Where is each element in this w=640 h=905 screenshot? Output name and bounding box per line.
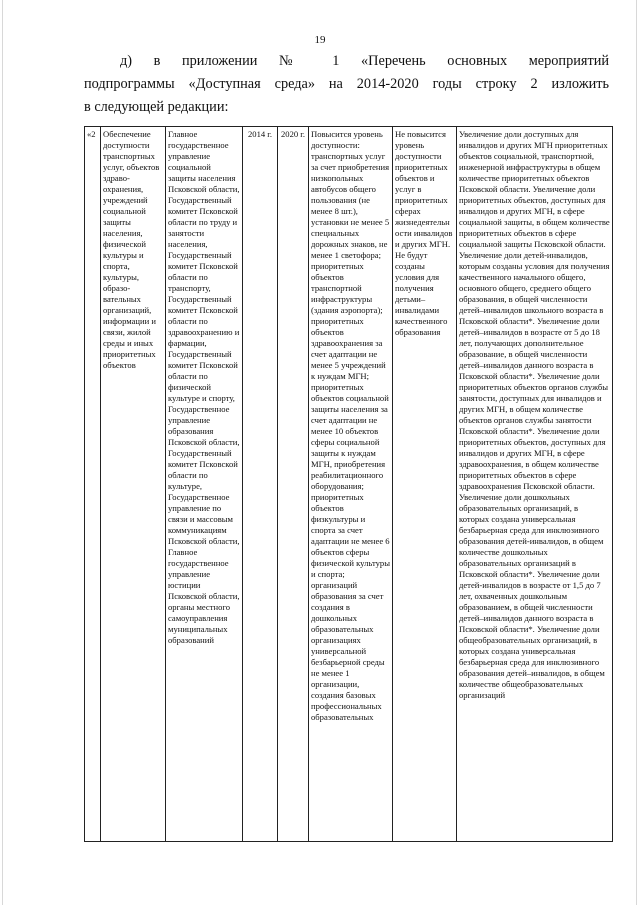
intro-line-1: д) в приложении № 1 «Перечень основных мероприятий — [120, 53, 609, 69]
intro-paragraph — [84, 50, 609, 119]
indicators-cell — [457, 127, 613, 842]
start-year: 2014 г. — [247, 129, 273, 139]
intro-line-2: подпрограммы «Доступная среда» на 2014-2020 годы строку 2 изложить — [84, 76, 609, 92]
row-number-cell — [85, 127, 101, 842]
indicators-text: Увеличение доли доступных для инвалидов и других МГН приоритетных объектов социальной, транспортной, инженерной инфраструктуры в общем количестве приоритетных объектов Псковской области. Увеличение доли приоритетных объектов, доступных для инвалидов и других МГН, в сфере социальной защиты, в общем количестве приоритетных объектов в сфере социальной защиты Псковской области. Увеличение доли детей-инвалидов, которым созданы условия для получения качественного начального общего, основного общего, среднего общего образования, в общей численности детей–инвалидов школьного возраста в Псковской области*. Увеличение доли детей–инвалидов в возрасте от 5 до 18 лет, получающих дополнительное образование, в общей численности детей–инвалидов данного возраста в Псковской области*. Увеличение доли приоритетных объектов органов службы занятости, доступных для инвалидов и других МГН, в общем количестве объектов органов службы занятости Псковской области*. Увеличение доли приоритетных объектов, доступных для инвалидов и других МГН, в сфере здравоохранения, в общем количестве приоритетных объектов в сфере здравоохранения Псковской области. Увеличение доли дошкольных образовательных организаций, в которых создана универсальная безбарьерная среда для инклюзивного образования детей-инвалидов, в общем количестве дошкольных образовательных организаций в Псковской области*. Увеличение доли детей-инвалидов в возрасте от 1,5 до 7 лет, охваченных дошкольным образованием, в общей численности детей–инвалидов данного возраста в Псковской области*. Увеличение доли общеобразовательных организаций, в которых создана универсальная безбарьерная среда для инклюзивного образования детей–инвалидов, в общем количестве общеобразовательных организаций — [459, 129, 610, 700]
scan-edge-right — [636, 0, 637, 905]
consequence-cell — [393, 127, 457, 842]
executor-cell — [166, 127, 243, 842]
row-number: «2 — [87, 129, 96, 139]
table-row — [85, 127, 613, 842]
measures-table — [84, 126, 613, 842]
intro-line-3: в следующей редакции: — [84, 99, 229, 115]
executor-text: Главное государственное управление социальной защиты населения Псковской области, Государственный комитет Псковской области по труду и занятости населения, Государственный комитет Псковской области по транспорту, Государственный комитет Псковской области по здравоохранению и фармации, Государственный комитет Псковской области по физической культуре и спорту, Государственное управление образования Псковской области, Государственный комитет Псковской области по культуре, Государственное управление по связи и массовым коммуникациям Псковской области, Главное государственное управление юстиции Псковской области, органы местного самоуправления муниципальных образований — [168, 129, 240, 645]
expected-result: Повысится уровень доступности: транспортных услуг за счет приобретения низкопольных автобусов общего пользования (не менее 8 шт.), установки не менее 5 специальных дорожных знаков, не менее 1 светофора; приоритетных объектов транспортной инфраструктуры (здания аэропорта); приоритетных объектов здравоохранения за счет адаптации не менее 5 учреждений к нуждам МГН; приоритетных объектов социальной защиты населения за счет адаптации не менее 10 объектов сферы социальной защиты к нуждам МГН, приобретения реабилитационного оборудования; приоритетных объектов физкультуры и спорта за счет адаптации не менее 6 объектов сферы физической культуры и спорта; организаций образования за счет создания в дошкольных образовательных организациях универсальной безбарьерной среды не менее 1 организации, создания базовых профессиональных образовательных — [311, 129, 390, 722]
scan-edge-left — [2, 0, 3, 905]
end-year-cell — [278, 127, 309, 842]
measure-name: Обеспечение доступности транспортных услуг, объектов здраво-охранения, учреждений социальной защиты населения, физической культуры и спорта, культуры, образо-вательных организаций, информации и связи, жилой среды и иных приоритетных объектов — [103, 129, 160, 370]
measure-name-cell — [101, 127, 166, 842]
start-year-cell — [243, 127, 278, 842]
expected-result-cell — [309, 127, 393, 842]
end-year: 2020 г. — [280, 129, 306, 139]
non-implementation-consequence: Не повысится уровень доступности приоритетных объектов и услуг в приоритетных сферах жизнедеятельности инвалидов и других МГН. Не будут созданы условия для получения детьми–инвалидами качественного образования — [395, 129, 453, 337]
page-number: 19 — [314, 34, 326, 46]
